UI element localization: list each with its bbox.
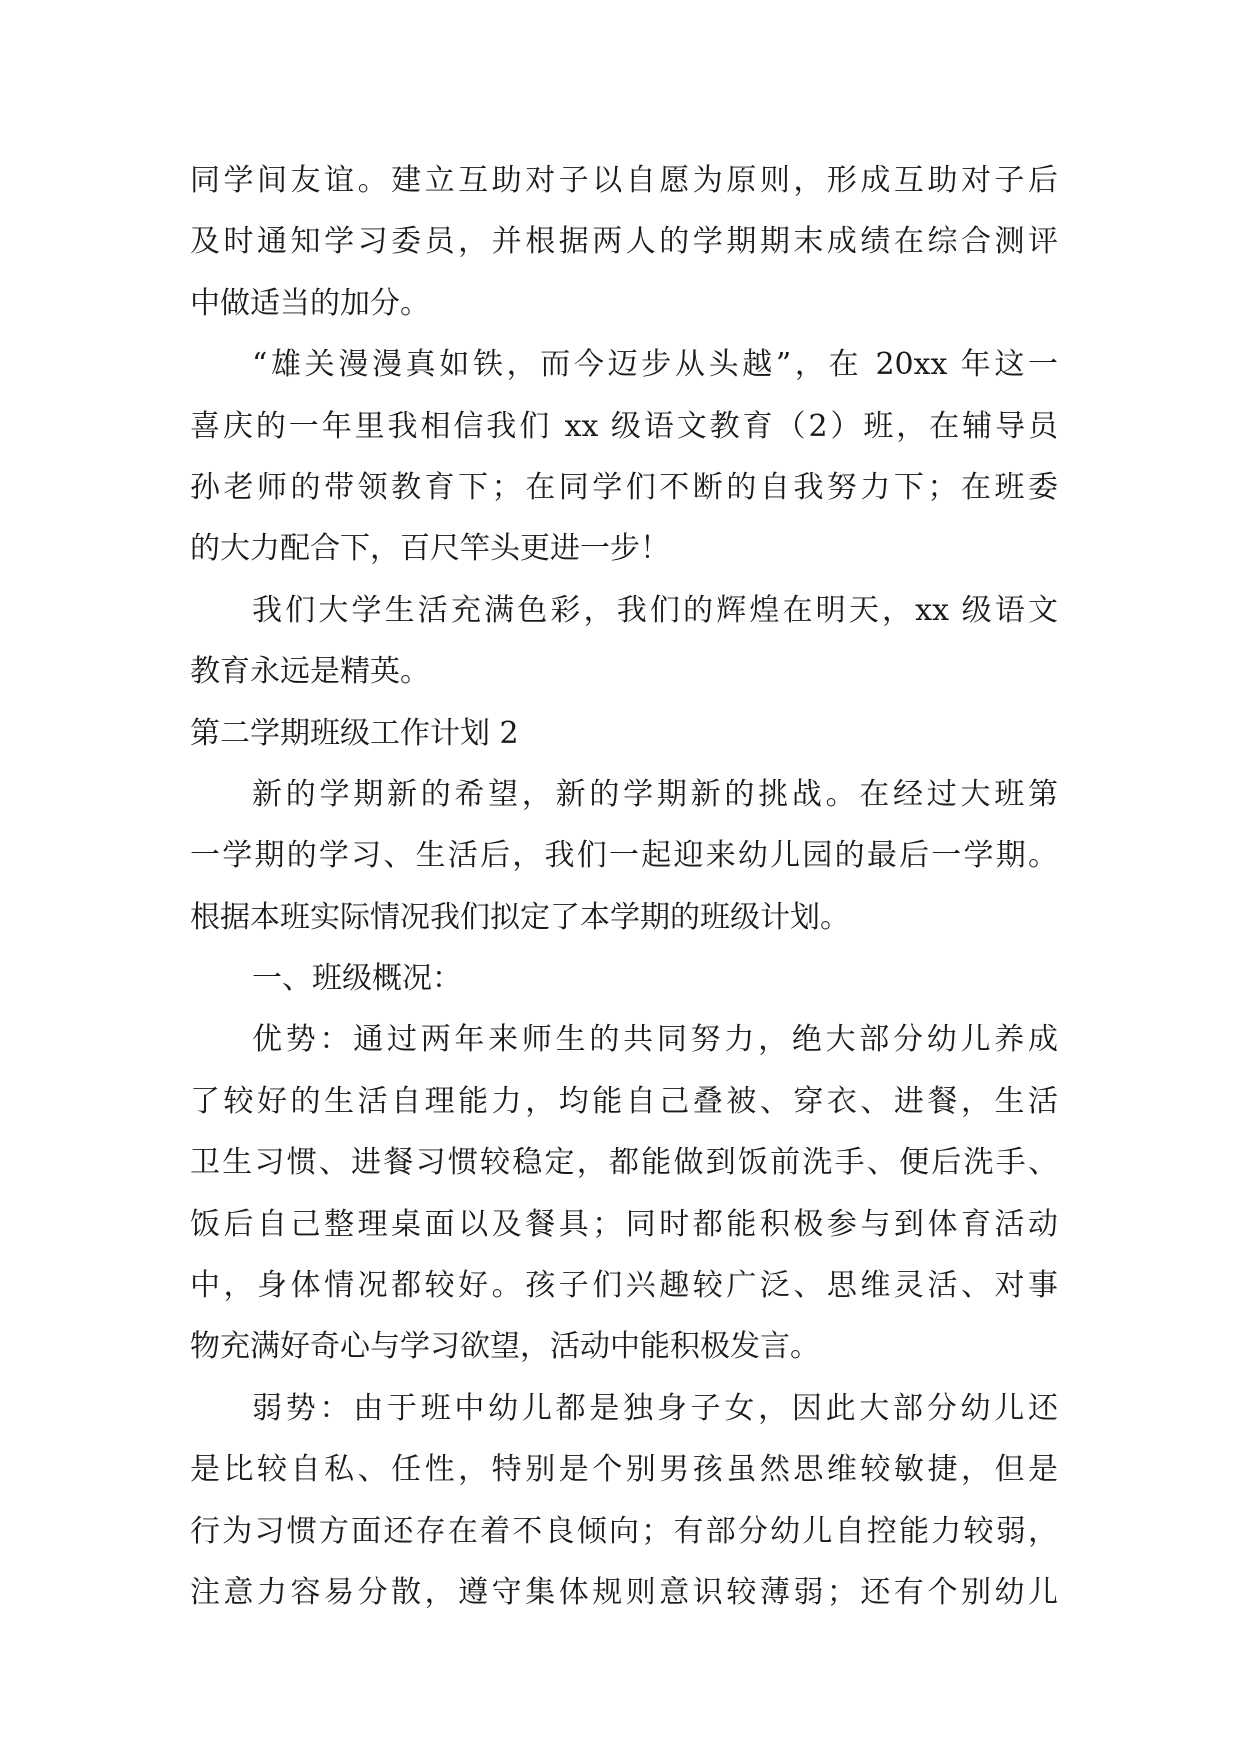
document-body: [190, 150, 1058, 1623]
text-line: 的大力配合下，百尺竿头更进一步！: [190, 531, 670, 567]
text-line: 物充满好奇心与学习欲望，活动中能积极发言。: [190, 1329, 820, 1365]
text-line: 了较好的生活自理能力，均能自己叠被、穿衣、进餐，生活: [190, 1083, 1058, 1119]
text-line: “雄关漫漫真如铁，而今迈步从头越”，在 20xx 年这一: [252, 347, 1058, 383]
text-line: 卫生习惯、进餐习惯较稳定，都能做到饭前洗手、便后洗手、: [190, 1145, 1058, 1181]
text-line: 弱势：由于班中幼儿都是独身子女，因此大部分幼儿还: [252, 1390, 1058, 1426]
text-line: 一学期的学习、生活后，我们一起迎来幼儿园的最后一学期。: [190, 838, 1058, 874]
text-line: 中，身体情况都较好。孩子们兴趣较广泛、思维灵活、对事: [190, 1268, 1058, 1304]
text-line: 孙老师的带领教育下；在同学们不断的自我努力下；在班委: [190, 469, 1058, 505]
text-line: 一、班级概况：: [252, 961, 462, 997]
text-line: 及时通知学习委员，并根据两人的学期期末成绩在综合测评: [190, 224, 1058, 260]
text-line: 喜庆的一年里我相信我们 xx 级语文教育（2）班，在辅导员: [190, 408, 1058, 444]
text-line: 根据本班实际情况我们拟定了本学期的班级计划。: [190, 899, 850, 935]
text-line: 第二学期班级工作计划 2: [190, 715, 519, 751]
text-line: 优势：通过两年来师生的共同努力，绝大部分幼儿养成: [252, 1022, 1058, 1058]
text-line: 中做适当的加分。: [190, 285, 430, 321]
text-line: 新的学期新的希望，新的学期新的挑战。在经过大班第: [252, 776, 1058, 812]
text-line: 教育永远是精英。: [190, 654, 430, 690]
text-line: 行为习惯方面还存在着不良倾向；有部分幼儿自控能力较弱，: [190, 1513, 1058, 1549]
text-line: 是比较自私、任性，特别是个别男孩虽然思维较敏捷，但是: [190, 1452, 1058, 1488]
text-line: 注意力容易分散，遵守集体规则意识较薄弱；还有个别幼儿: [190, 1574, 1058, 1610]
text-line: 我们大学生活充满色彩，我们的辉煌在明天，xx 级语文: [252, 592, 1058, 628]
text-line: 饭后自己整理桌面以及餐具；同时都能积极参与到体育活动: [190, 1206, 1058, 1242]
text-line: 同学间友谊。建立互助对子以自愿为原则，形成互助对子后: [190, 163, 1058, 198]
